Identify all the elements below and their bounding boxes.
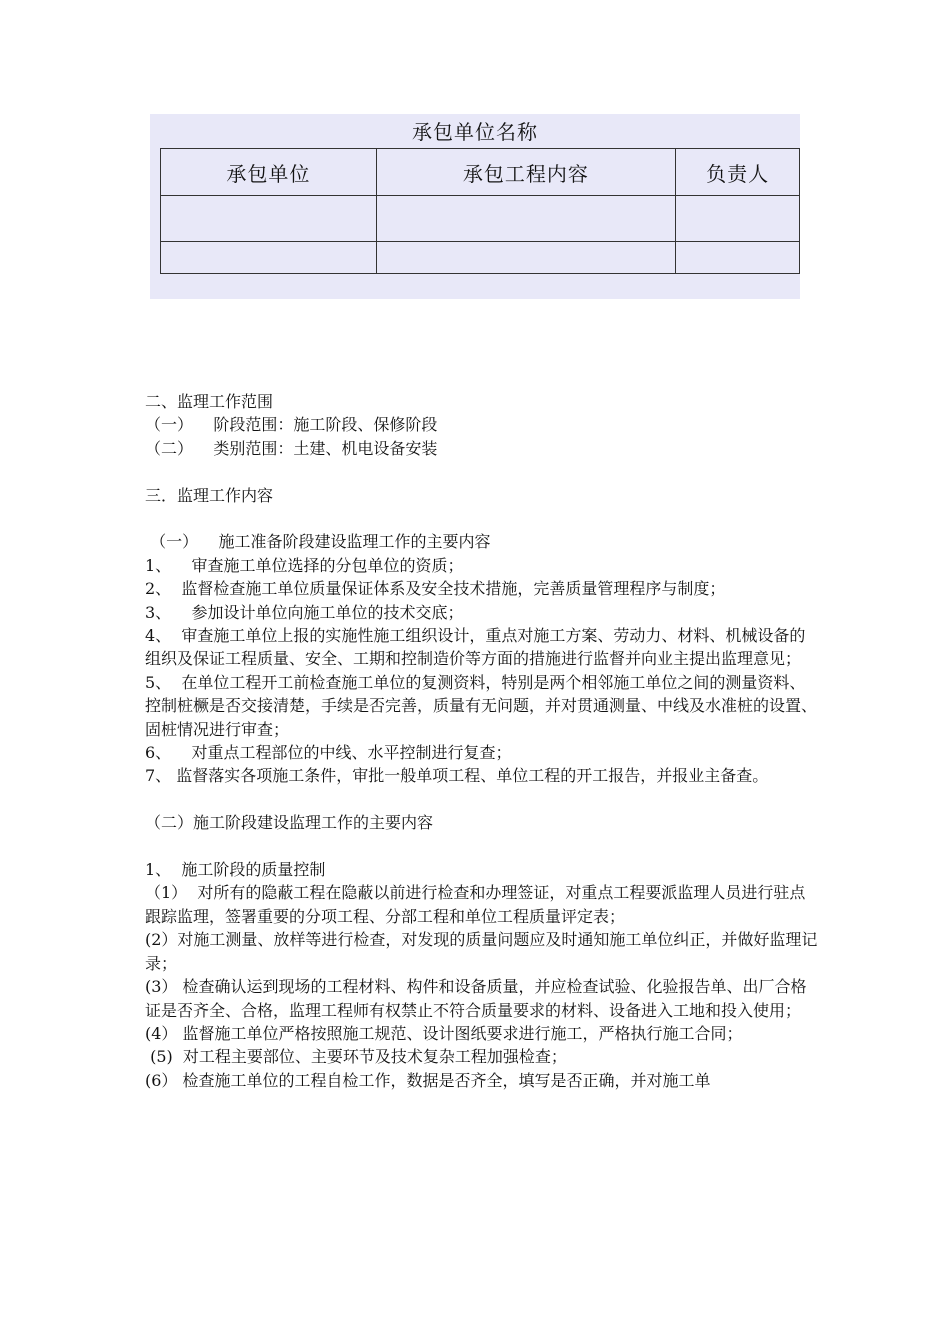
list-item: 7、 监督落实各项施工条件，审批一般单项工程、单位工程的开工报告，并报业主备查。: [145, 766, 769, 786]
quality-control-subtitle: 1、 施工阶段的质量控制: [145, 860, 326, 880]
section-2-title: 二、监理工作范围: [145, 392, 274, 411]
header-contract-content: 承包工程内容: [376, 149, 676, 196]
list-item: 2、 监督检查施工单位质量保证体系及安全技术措施，完善质量管理程序与制度；: [145, 579, 726, 599]
list-item: (2）对施工测量、放样等进行检查，对发现的质量问题应及时通知施工单位纠正，并做好监理记录；: [145, 930, 818, 973]
table-row: [161, 196, 800, 242]
scope-category: （二） 类别范围：土建、机电设备安装: [145, 438, 438, 458]
table-cell: [161, 196, 377, 242]
list-item: (4） 监督施工单位严格按照施工规范、设计图纸要求进行施工，严格执行施工合同；: [145, 1023, 743, 1043]
table-cell: [676, 196, 800, 242]
list-item: 3、 参加设计单位向施工单位的技术交底；: [145, 602, 464, 622]
list-item: (6） 检查施工单位的工程自检工作，数据是否齐全，填写是否正确，并对施工单: [145, 1070, 711, 1090]
table-cell: [676, 242, 800, 274]
list-item: 1、 审查施工单位选择的分包单位的资质；: [145, 555, 464, 575]
list-item: 4、 审查施工单位上报的实施性施工组织设计，重点对施工方案、劳动力、材料、机械设备的组织及保证工程质量、安全、工期和控制造价等方面的措施进行监督并向业主提出监理意见；: [145, 626, 806, 669]
contractor-table-panel: [150, 114, 800, 299]
table-cell: [376, 196, 676, 242]
document-body: [145, 390, 820, 1092]
list-item: （1） 对所有的隐蔽工程在隐蔽以前进行检查和办理签证，对重点工程要派监理人员进行驻点跟踪监理，签署重要的分项工程、分部工程和单位工程质量评定表；: [145, 883, 806, 926]
list-item: (3） 检查确认运到现场的工程材料、构件和设备质量，并应检查试验、化验报告单、出厂合格证是否齐全、合格，监理工程师有权禁止不符合质量要求的材料、设备进入工地和投入使用；: [145, 977, 807, 1020]
header-contractor: 承包单位: [161, 149, 377, 196]
scope-stage: （一） 阶段范围：施工阶段、保修阶段: [145, 415, 438, 435]
section-3-title: 三．监理工作内容: [145, 485, 274, 505]
prep-stage-title: （一） 施工准备阶段建设监理工作的主要内容: [145, 532, 491, 552]
construction-stage-title: （二）施工阶段建设监理工作的主要内容: [145, 813, 434, 833]
header-person-in-charge: 负责人: [676, 149, 800, 196]
table-title: 承包单位名称: [412, 120, 538, 144]
list-item: 5、 在单位工程开工前检查施工单位的复测资料，特别是两个相邻施工单位之间的测量资料、控制桩橛是否交接清楚，手续是否完善，质量有无问题，并对贯通测量、中线及水准桩的设置、固桩情况进行审查；: [145, 672, 818, 739]
list-item: 6、 对重点工程部位的中线、水平控制进行复查；: [145, 743, 512, 763]
contractor-table: [160, 148, 800, 274]
list-item: (5) 对工程主要部位、主要环节及技术复杂工程加强检查；: [145, 1047, 567, 1067]
table-row: [161, 242, 800, 274]
table-cell: [376, 242, 676, 274]
table-cell: [161, 242, 377, 274]
